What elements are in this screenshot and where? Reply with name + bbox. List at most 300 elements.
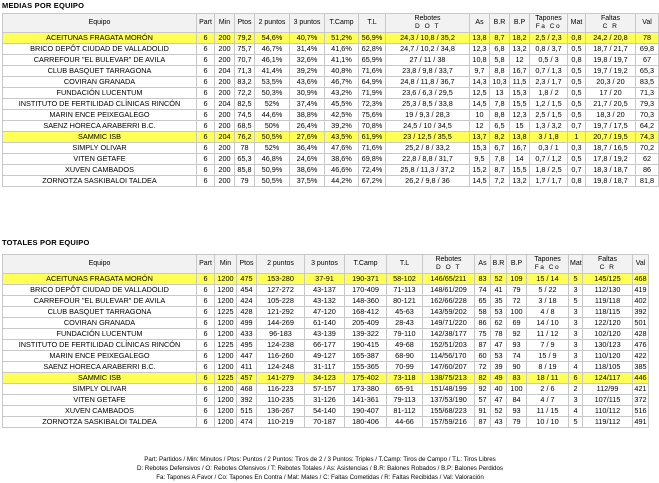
header-t-camp: T.Camp [325,14,359,33]
cell-2-puntos: 110-219 [257,417,305,428]
cell-t-l: 80-121 [387,296,423,307]
cell-t-l: 73-118 [387,373,423,384]
cell-rebotes: 26,2 / 9,8 / 36 [386,176,470,187]
cell-t-camp: 46,7% [325,77,359,88]
cell-team: ZORNOTZA SASKIBALOI TALDEA [3,176,197,187]
cell-rebotes: 152/51/203 [423,340,475,351]
cell-mat: 0,8 [568,176,586,187]
cell-t-camp: 180-406 [345,417,387,428]
cell-tapones: 0,5 / 3 [530,55,568,66]
cell-2-puntos: 52% [255,143,290,154]
cell-3-puntos: 39,2% [290,66,325,77]
cell-part: 6 [197,296,215,307]
cell-as: 12,5 [470,88,490,99]
cell-part: 6 [197,307,215,318]
table-row [3,362,649,373]
cell-t-l: 71,6% [359,143,386,154]
cell-ptos: 79 [235,176,255,187]
cell-as: 13,8 [470,33,490,44]
cell-ptos: 515 [237,406,257,417]
cell-3-puntos: 31-117 [305,362,345,373]
cell-min: 200 [215,176,235,187]
cell-3-puntos: 37,5% [290,176,325,187]
cell-b-p: 79 [507,285,527,296]
cell-part: 6 [197,362,215,373]
header-tapones-sub: Fa Co [534,264,561,271]
cell-t-camp: 46,6% [325,165,359,176]
table-row [3,417,649,428]
cell-faltas: 17,8 / 19,2 [586,154,636,165]
cell-3-puntos: 54-140 [305,406,345,417]
cell-t-camp: 45,5% [325,99,359,110]
cell-part: 6 [197,318,215,329]
cell-2-puntos: 136-267 [257,406,305,417]
cell-mat: 3 [569,329,583,340]
cell-b-r: 8,8 [490,110,510,121]
cell-team: FUNDACIÓN LUCENTUM [3,88,197,99]
table-row [3,406,649,417]
cell-b-r: 8,8 [490,66,510,77]
table-row [3,384,649,395]
cell-b-r: 41 [491,285,507,296]
cell-b-p: 93 [507,406,527,417]
cell-rebotes: 143/59/202 [423,307,475,318]
cell-part: 6 [197,33,215,44]
cell-min: 204 [215,99,235,110]
header-b-r: B.R [490,14,510,33]
cell-val: 501 [634,318,647,327]
cell-ptos: 83,2 [235,77,255,88]
cell-rebotes: 23,8 / 9,8 / 33,7 [386,66,470,77]
cell-val: 64,2 [636,121,659,132]
cell-ptos: 457 [237,373,257,384]
table-row [3,373,649,384]
cell-t-camp: 168-412 [345,307,387,318]
header-tapones [530,14,568,33]
cell-b-p: 12 [510,55,530,66]
cell-part: 6 [197,417,215,428]
cell-t-l: 71-113 [387,285,423,296]
header-tapones-label: Tapones [535,15,562,22]
cell-t-l: 49-68 [387,340,423,351]
header-b-p: B.P [510,14,530,33]
cell-2-puntos: 54,6% [255,33,290,44]
cell-rebotes: 24,8 / 11,8 / 36,7 [386,77,470,88]
cell-mat: 0,7 [568,165,586,176]
cell-3-puntos: 43-137 [305,285,345,296]
cell-ptos: 74,5 [235,110,255,121]
cell-2-puntos: 46,1% [255,55,290,66]
table-row [3,55,659,66]
table-row [3,88,659,99]
cell-val: 491 [634,417,647,426]
cell-2-puntos: 50,9% [255,165,290,176]
cell-faltas: 124/117 [583,373,633,384]
header-rebotes [386,14,470,33]
cell-min: 200 [215,88,235,99]
cell-rebotes: 24,3 / 10,8 / 35,2 [386,33,470,44]
header-mat: Mat [568,14,586,33]
cell-as: 91 [475,406,491,417]
cell-faltas: 24,2 / 20,8 [586,33,636,44]
cell-3-puntos: 49-127 [305,351,345,362]
cell-faltas: 112/130 [583,285,633,296]
cell-mat: 0,5 [568,66,586,77]
header-as: As [470,14,490,33]
cell-part: 6 [197,154,215,165]
header-val: Val [633,255,649,274]
cell-3-puntos: 30,9% [290,88,325,99]
cell-2-puntos: 124-238 [257,340,305,351]
cell-mat: 0,3 [568,143,586,154]
cell-rebotes: 147/60/207 [423,362,475,373]
cell-as: 14,5 [470,99,490,110]
totales-table [2,254,649,428]
cell-3-puntos: 34-123 [305,373,345,384]
cell-min: 1200 [215,285,237,296]
cell-rebotes: 155/68/223 [423,406,475,417]
header-tapones-label: Tapones [534,256,561,263]
header-b-r: B.R [491,255,507,274]
cell-tapones: 15 / 9 [527,351,569,362]
cell-val: 421 [634,384,647,393]
totales-title: TOTALES POR EQUIPO [2,238,90,247]
cell-part: 6 [197,373,215,384]
cell-min: 200 [215,77,235,88]
cell-part: 6 [197,176,215,187]
cell-t-l: 65,9% [359,55,386,66]
cell-ptos: 82,5 [235,99,255,110]
table-row [3,318,649,329]
cell-mat: 3 [569,307,583,318]
cell-tapones: 1,2 / 1,5 [530,99,568,110]
cell-3-puntos: 61-140 [305,318,345,329]
cell-ptos: 454 [237,285,257,296]
header-tapones-sub: Fa Co [535,23,562,30]
cell-rebotes: 25,3 / 8,5 / 33,8 [386,99,470,110]
table-row [3,395,649,406]
cell-t-l: 65-91 [387,384,423,395]
table-row [3,99,659,110]
cell-part: 6 [197,88,215,99]
cell-2-puntos: 110-235 [257,395,305,406]
cell-rebotes: 19 / 9,3 / 28,3 [386,110,470,121]
cell-faltas: 19,7 / 17,5 [586,121,636,132]
cell-t-camp: 175-402 [345,373,387,384]
cell-b-r: 52 [491,274,507,285]
cell-team: INSTITUTO DE FERTILIDAD CLÍNICAS RINCÓN [3,99,197,110]
table-row [3,285,649,296]
totales-body [3,274,649,428]
header-2-puntos: 2 puntos [255,14,290,33]
cell-b-p: 83 [507,373,527,384]
cell-part: 6 [197,44,215,55]
cell-team: CLUB BASQUET TARRAGONA [3,66,197,77]
cell-min: 204 [215,66,235,77]
header-t-l: T.L [387,255,423,274]
cell-t-l: 64,9% [359,77,386,88]
table-row [3,274,649,285]
cell-b-p: 72 [507,296,527,307]
cell-b-p: 13,8 [510,132,530,143]
cell-rebotes: 22,8 / 8,8 / 31,7 [386,154,470,165]
cell-as: 72 [475,362,491,373]
cell-b-r: 49 [491,373,507,384]
cell-part: 6 [197,121,215,132]
cell-b-p: 69 [507,318,527,329]
cell-faltas: 119/112 [583,417,633,428]
cell-min: 204 [215,132,235,143]
cell-2-puntos: 50,5% [255,132,290,143]
cell-val: 419 [634,285,647,294]
header-rebotes-label: Rebotes [435,256,462,263]
cell-as: 14,3 [470,77,490,88]
cell-t-l: 81-112 [387,406,423,417]
cell-b-p: 15,5 [510,165,530,176]
cell-2-puntos: 53,5% [255,77,290,88]
cell-t-l: 71,6% [359,66,386,77]
cell-b-r: 8,7 [490,165,510,176]
cell-team: CARREFOUR "EL BULEVAR" DE AVILA [3,296,197,307]
cell-val: 70,2 [636,143,659,154]
cell-part: 6 [197,132,215,143]
cell-rebotes: 24,5 / 10 / 34,5 [386,121,470,132]
legend-line-2: D: Rebotes Defensivos / O: Rebotes Ofensivos / T: Rebotes Totales / As: Asistencias / B.R: Balones Robados / B.P: Balones Perdidos [136,465,504,472]
cell-val: 69,8 [636,44,659,55]
cell-t-camp: 38,6% [325,154,359,165]
cell-2-puntos: 153-280 [257,274,305,285]
cell-3-puntos: 32,6% [290,55,325,66]
cell-mat: 3 [569,285,583,296]
cell-3-puntos: 57-157 [305,384,345,395]
cell-b-p: 15,3 [510,88,530,99]
cell-2-puntos: 41,4% [255,66,290,77]
cell-faltas: 19,8 / 19,7 [586,55,636,66]
table-row [3,77,659,88]
cell-3-puntos: 66-177 [305,340,345,351]
cell-part: 6 [197,351,215,362]
cell-min: 200 [215,154,235,165]
cell-2-puntos: 46,8% [255,154,290,165]
cell-t-camp: 41,6% [325,44,359,55]
cell-min: 1225 [215,307,237,318]
cell-min: 200 [215,165,235,176]
cell-t-camp: 190-407 [345,406,387,417]
cell-ptos: 475 [237,274,257,285]
cell-b-r: 43 [491,417,507,428]
cell-2-puntos: 50% [255,121,290,132]
cell-b-p: 92 [507,329,527,340]
cell-as: 82 [475,373,491,384]
cell-team: XUVEN CAMBADOS [3,406,197,417]
cell-part: 6 [197,285,215,296]
cell-mat: 2 [569,384,583,395]
table-row [3,340,649,351]
cell-t-camp: 148-360 [345,296,387,307]
cell-3-puntos: 43-139 [305,329,345,340]
cell-min: 200 [215,33,235,44]
cell-faltas: 17 / 20 [586,88,636,99]
cell-t-camp: 190-371 [345,274,387,285]
cell-b-r: 78 [491,329,507,340]
header-faltas-sub: C R [599,264,616,271]
cell-tapones: 15 / 14 [527,274,569,285]
cell-team: XUVEN CAMBADOS [3,165,197,176]
header-b-p: B.P [507,255,527,274]
cell-ptos: 411 [237,362,257,373]
table-row [3,165,659,176]
cell-b-r: 53 [491,351,507,362]
cell-ptos: 474 [237,417,257,428]
cell-rebotes: 114/56/170 [423,351,475,362]
cell-2-puntos: 50,5% [255,176,290,187]
cell-2-puntos: 124-248 [257,362,305,373]
cell-val: 446 [634,373,647,382]
cell-b-r: 35 [491,296,507,307]
cell-min: 200 [215,55,235,66]
cell-mat: 0,5 [568,88,586,99]
cell-t-l: 28-43 [387,318,423,329]
cell-as: 87 [475,340,491,351]
cell-faltas: 18,7 / 21,7 [586,44,636,55]
cell-faltas: 21,7 / 20,5 [586,99,636,110]
cell-part: 6 [197,274,215,285]
cell-t-camp: 173-380 [345,384,387,395]
table-row [3,296,649,307]
header-rebotes-sub: D O T [436,264,461,271]
cell-faltas: 110/120 [583,351,633,362]
cell-min: 1200 [215,274,237,285]
cell-ptos: 468 [237,384,257,395]
cell-min: 1200 [215,362,237,373]
cell-faltas: 118/115 [583,307,633,318]
cell-ptos: 499 [237,318,257,329]
header-ptos: Ptos [235,14,255,33]
cell-b-r: 8,7 [490,33,510,44]
cell-ptos: 78 [235,143,255,154]
table-row [3,33,659,44]
cell-t-l: 45-63 [387,307,423,318]
cell-tapones: 2 / 6 [527,384,569,395]
cell-tapones: 1,8 / 2 [530,88,568,99]
header-3-puntos: 3 puntos [290,14,325,33]
header-equipo: Equipo [3,255,197,274]
cell-b-r: 52 [491,406,507,417]
header-part: Part [197,255,215,274]
header-faltas-label: Faltas [597,256,618,263]
cell-tapones: 1,3 / 3,2 [530,121,568,132]
cell-b-p: 15 [510,121,530,132]
cell-val: 468 [634,274,647,283]
cell-b-r: 7,8 [490,99,510,110]
cell-b-r: 6,8 [490,44,510,55]
cell-min: 1200 [215,318,237,329]
cell-2-puntos: 105-228 [257,296,305,307]
cell-part: 6 [197,77,215,88]
cell-t-camp: 40,8% [325,66,359,77]
cell-mat: 0,5 [568,44,586,55]
cell-b-r: 62 [491,318,507,329]
cell-part: 6 [197,384,215,395]
cell-b-r: 40 [491,384,507,395]
cell-b-p: 16,7 [510,143,530,154]
cell-val: 70,3 [636,110,659,121]
header-val: Val [636,14,659,33]
table-row [3,121,659,132]
cell-b-r: 8,2 [490,132,510,143]
cell-ptos: 392 [237,395,257,406]
cell-as: 58 [475,307,491,318]
cell-3-puntos: 47-120 [305,307,345,318]
header-mat: Mat [569,255,583,274]
cell-as: 86 [475,318,491,329]
cell-t-l: 67,2% [359,176,386,187]
cell-ptos: 495 [237,340,257,351]
cell-tapones: 4 / 7 [527,395,569,406]
header-rebotes [423,255,475,274]
cell-tapones: 2,5 / 1,5 [530,110,568,121]
cell-team: ZORNOTZA SASKIBALOI TALDEA [3,417,197,428]
cell-t-l: 70,8% [359,121,386,132]
cell-ptos: 68,5 [235,121,255,132]
cell-faltas: 107/115 [583,395,633,406]
cell-b-p: 16,7 [510,66,530,77]
header-min: Min [215,255,237,274]
cell-2-puntos: 141-279 [257,373,305,384]
cell-part: 6 [197,99,215,110]
cell-team: MARIN ENCE PEIXEGALEGO [3,351,197,362]
cell-team: BRICO DEPÔT CIUDAD DE VALLADOLID [3,44,197,55]
cell-b-p: 13,2 [510,44,530,55]
cell-as: 9,7 [470,66,490,77]
cell-faltas: 122/120 [583,318,633,329]
cell-b-r: 53 [491,307,507,318]
cell-b-p: 12,3 [510,110,530,121]
cell-tapones: 2,5 / 2,3 [530,33,568,44]
cell-t-l: 70-99 [387,362,423,373]
table-row [3,351,649,362]
cell-tapones: 1,8 / 2,5 [530,165,568,176]
cell-2-puntos: 144-269 [257,318,305,329]
cell-t-l: 71,9% [359,88,386,99]
table-row [3,329,649,340]
cell-tapones: 0,8 / 3,7 [530,44,568,55]
legend-line-3: Fa: Tapones A Favor / Co: Tapones En Contra / Mat: Mates / C: Faltas Cometidas / R: Faltas Recibidas / Val: Valoración [156,474,484,481]
cell-3-puntos: 31,4% [290,44,325,55]
cell-rebotes: 148/61/209 [423,285,475,296]
header-faltas-label: Faltas [600,15,621,22]
cell-val: 74,3 [636,132,659,143]
cell-as: 12,3 [470,44,490,55]
cell-faltas: 119/118 [583,296,633,307]
cell-team: CLUB BASQUET TARRAGONA [3,307,197,318]
header-3-puntos: 3 puntos [305,255,345,274]
cell-team: VITEN GETAFE [3,154,197,165]
cell-as: 15,3 [470,143,490,154]
cell-t-camp: 43,5% [325,132,359,143]
table-row [3,110,659,121]
cell-min: 200 [215,44,235,55]
cell-as: 92 [475,384,491,395]
cell-min: 1200 [215,329,237,340]
cell-t-l: 62,8% [359,44,386,55]
cell-mat: 5 [569,274,583,285]
totales-header-row [3,255,649,274]
cell-b-r: 5,8 [490,55,510,66]
cell-t-l: 79-110 [387,329,423,340]
cell-ptos: 424 [237,296,257,307]
cell-val: 65,3 [636,66,659,77]
